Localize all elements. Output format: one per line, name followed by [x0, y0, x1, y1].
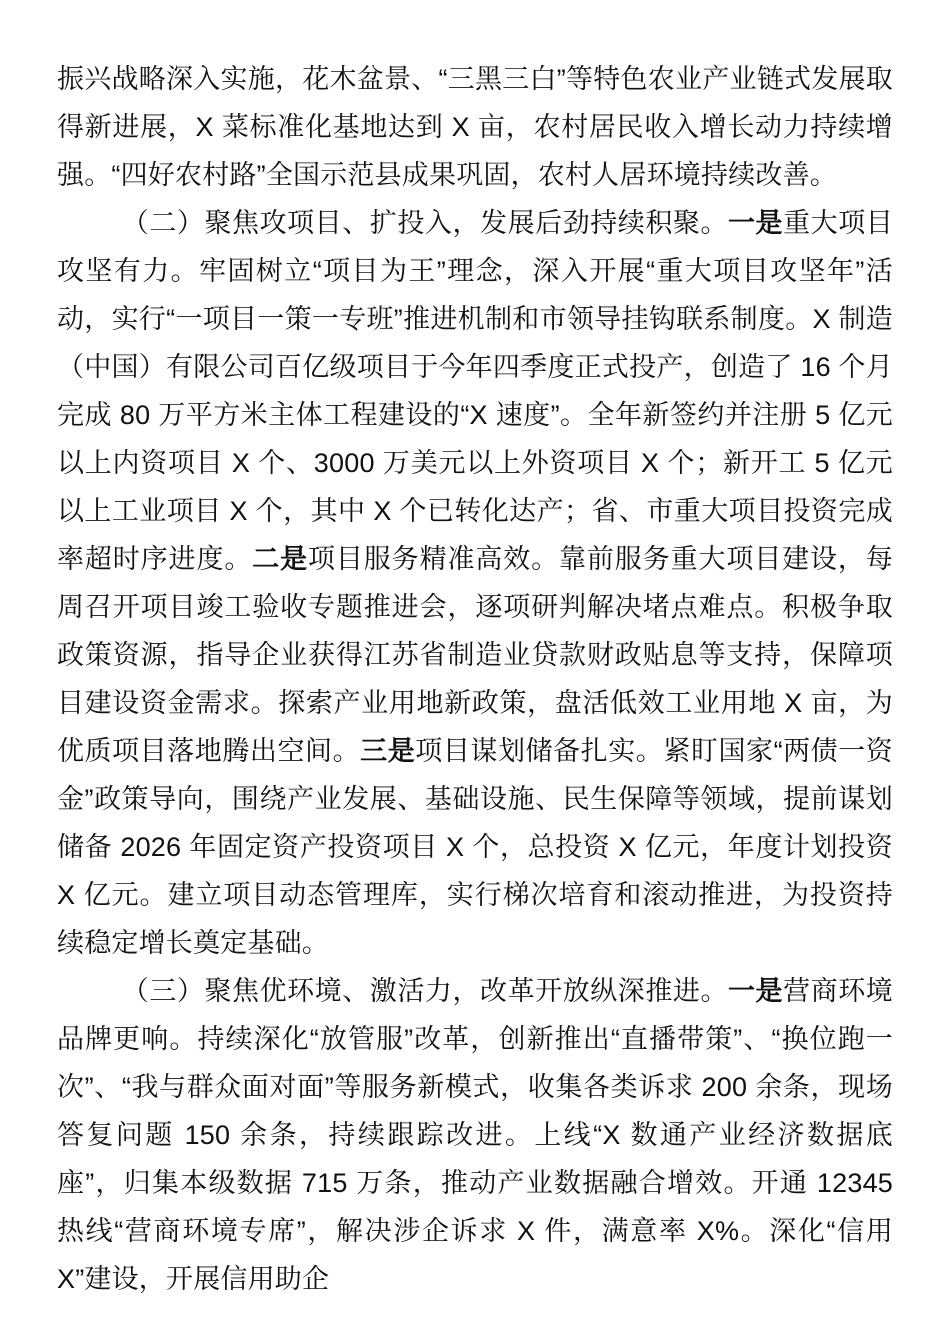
- bold-marker-ershi: 二是: [252, 544, 309, 574]
- paragraph-1: [57, 55, 893, 199]
- text-segment: 重大项目攻坚有力。牢固树立“项目为王”理念，深入开展“重大项目攻坚年”活动，实行“一项目一策一专班”推进机制和市领导挂钩联系制度。X 制造（中国）有限公司百亿级项目于今年四季度正式投产，创造了 16 个月完成 80 万平方米主体工程建设的“X 速度”。全年新签约并注册 5 亿元以上内资项目 X 个、3000 万美元以上外资项目 X 个；新开工 5 亿元以上工业项目 X 个，其中 X 个已转化达产；省、市重大项目投资完成率超时序进度。: [57, 208, 893, 574]
- text-segment: 营商环境品牌更响。持续深化“放管服”改革，创新推出“直播带策”、“换位跑一次”、“我与群众面对面”等服务新模式，收集各类诉求 200 余条，现场答复问题 150 余条，持续跟踪改进。上线“X 数通产业经济数据底座”，归集本级数据 715 万条，推动产业数据融合增效。开通 12345 热线“营商环境专席”，解决涉企诉求 X 件，满意率 X%。深化“信用 X”建设，开展信用助企: [57, 976, 893, 1294]
- text-segment: （二）聚焦攻项目、扩投入，发展后劲持续积聚。: [121, 208, 728, 238]
- paragraph-3: [57, 967, 893, 1303]
- paragraph-2: [57, 199, 893, 967]
- bold-marker-yishi-2: 一是: [728, 976, 784, 1006]
- bold-marker-sanshi: 三是: [360, 736, 416, 766]
- text-segment: 项目谋划储备扎实。紧盯国家“两债一资金”政策导向，围绕产业发展、基础设施、民生保障等领域，提前谋划储备 2026 年固定资产投资项目 X 个，总投资 X 亿元，年度计划投资 X 亿元。建立项目动态管理库，实行梯次培育和滚动推进，为投资持续稳定增长奠定基础。: [57, 736, 894, 958]
- text-segment: 振兴战略深入实施，花木盆景、“三黑三白”等特色农业产业链式发展取得新进展，X 菜标准化基地达到 X 亩，农村居民收入增长动力持续增强。“四好农村路”全国示范县成果巩固，农村人居环境持续改善。: [57, 64, 893, 190]
- document-body: [57, 55, 893, 1303]
- text-segment: （三）聚焦优环境、激活力，改革开放纵深推进。: [121, 976, 728, 1006]
- text-segment: 项目服务精准高效。靠前服务重大项目建设，每周召开项目竣工验收专题推进会，逐项研判解决堵点难点。积极争取政策资源，指导企业获得江苏省制造业贷款财政贴息等支持，保障项目建设资金需求。探索产业用地新政策，盘活低效工业用地 X 亩，为优质项目落地腾出空间。: [57, 544, 893, 766]
- bold-marker-yishi: 一是: [728, 208, 784, 238]
